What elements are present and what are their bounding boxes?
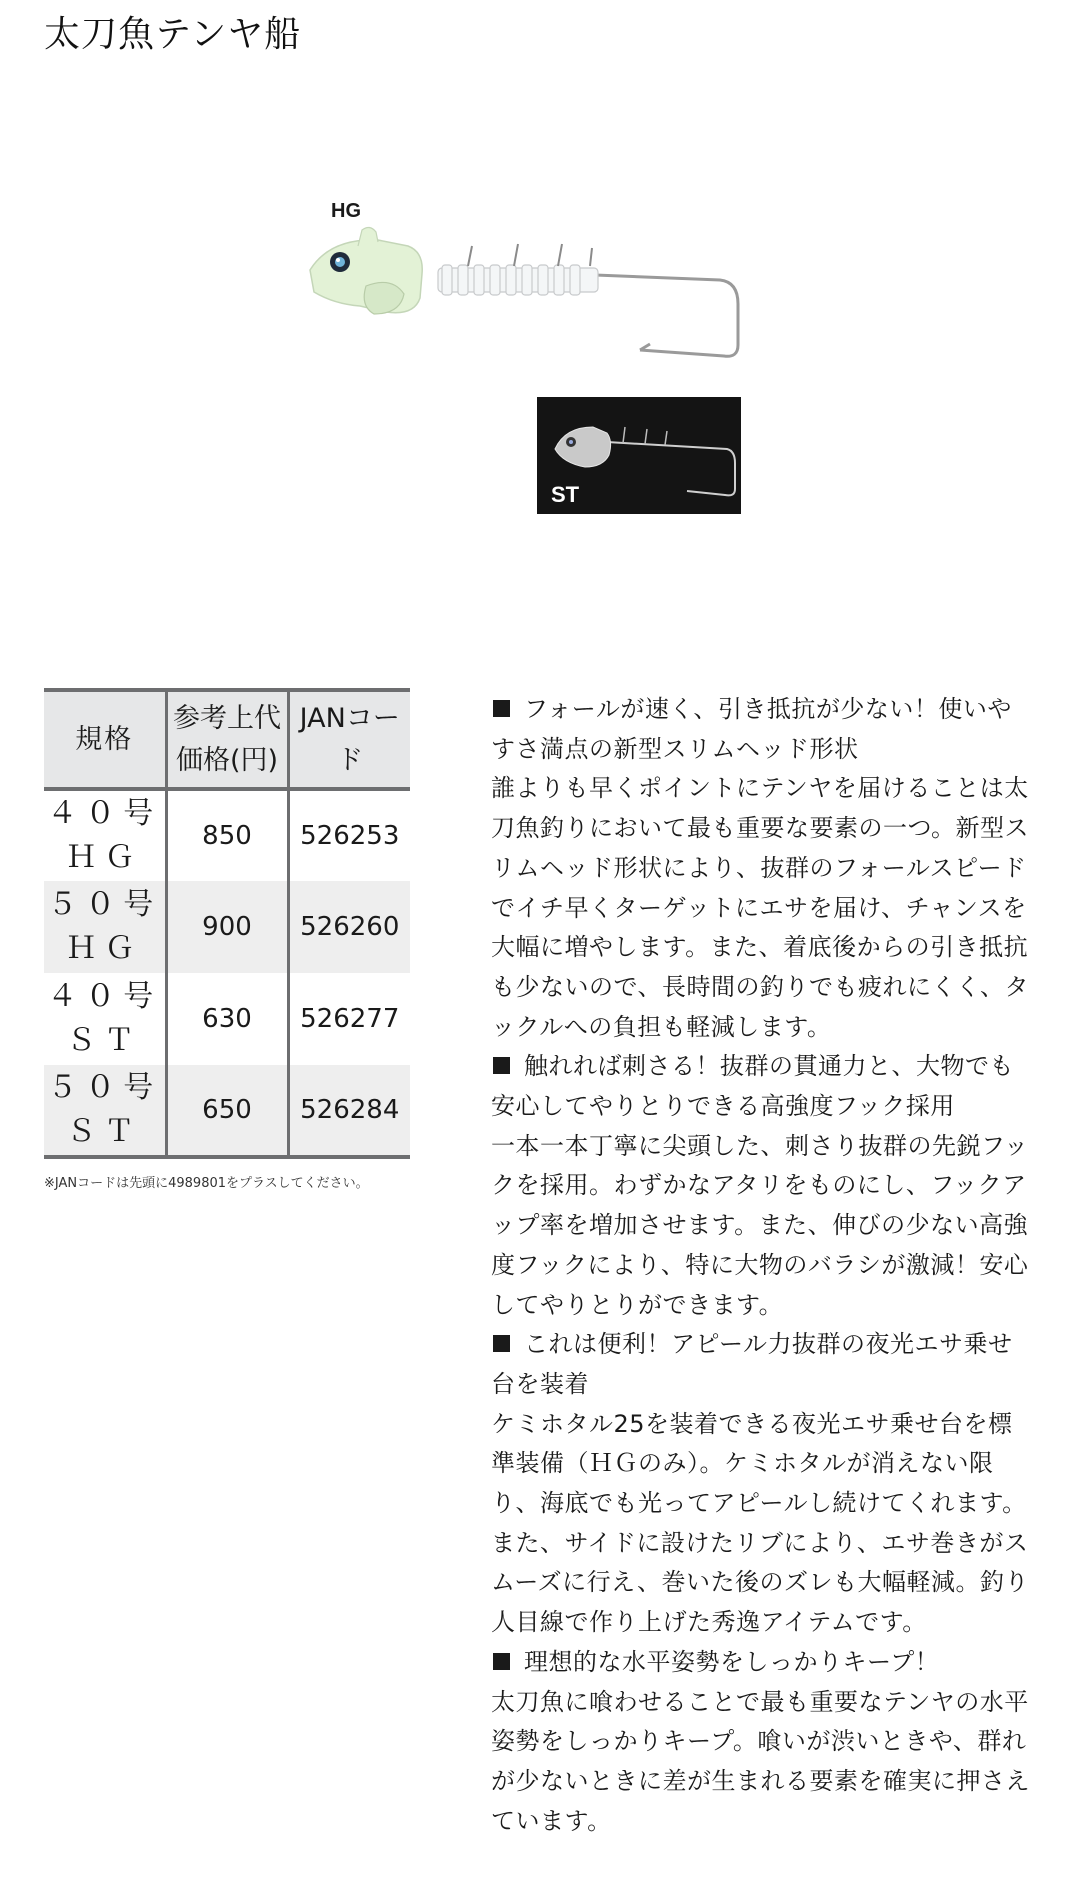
feature-body: 一本一本丁寧に尖頭した、刺さり抜群の先鋭フックを採用。わずかなアタリをものにし、フックアップ率を増加させます。また、伸びの少ない高強度フックにより、特に大物のバラシが激減！安心してやりとりができます。	[491, 1131, 1029, 1319]
header-price-text: 参考上代 価格(円)	[173, 702, 281, 776]
feature-block	[491, 1047, 1036, 1325]
feature-heading-text: 理想的な水平姿勢をしっかりキープ！	[524, 1647, 940, 1676]
header-spec: 規格	[44, 690, 166, 789]
feature-body: 誰よりも早くポイントにテンヤを届けることは太刀魚釣りにおいて最も重要な要素の一つ。新型スリムヘッド形状により、抜群のフォールスピードでイチ早くターゲットにエサを届け、チャンスを大幅に増やします。また、着底後からの引き抵抗も少ないので、長時間の釣りでも疲れにくく、タックルへの負担も軽減します。	[491, 774, 1030, 1041]
cell-spec: ５０号 ＳＴ	[44, 1065, 166, 1157]
feature-heading-text: これは便利！アピール力抜群の夜光エサ乗せ台を装着	[491, 1330, 1013, 1398]
feature-heading	[491, 690, 1036, 769]
st-label: ST	[551, 482, 580, 507]
cell-price: 900	[166, 881, 288, 973]
page-title: 太刀魚テンヤ船	[44, 14, 302, 55]
cell-price: 650	[166, 1065, 288, 1157]
cell-price: 630	[166, 973, 288, 1065]
table-row	[44, 881, 410, 973]
feature-heading-text: フォールが速く、引き抵抗が少ない！使いやすさ満点の新型スリムヘッド形状	[491, 695, 1012, 763]
square-bullet-icon	[493, 1057, 510, 1074]
table-row	[44, 1065, 410, 1157]
square-bullet-icon	[493, 1335, 510, 1352]
hg-label: HG	[331, 200, 361, 222]
feature-body: 太刀魚に喰わせることで最も重要なテンヤの水平姿勢をしっかりキープ。喰いが渋いときや、群れが少ないときに差が生まれる要素を確実に押さえています。	[491, 1687, 1030, 1835]
feature-heading-text: 触れれば刺さる！抜群の貫通力と、大物でも安心してやりとりできる高強度フック採用	[491, 1052, 1014, 1121]
table-footnote: ※JANコードは先頭に4989801をプラスしてください。	[44, 1176, 369, 1191]
square-bullet-icon	[493, 700, 510, 717]
table-row	[44, 789, 410, 881]
feature-heading	[491, 1047, 1036, 1126]
cell-jan: 526260	[300, 912, 400, 942]
feature-heading	[491, 1643, 1036, 1683]
hg-tenya-image	[300, 220, 740, 370]
cell-spec: ４０号 ＨＧ	[44, 789, 166, 881]
cell-price: 850	[166, 789, 288, 881]
cell-jan: 526277	[300, 1004, 400, 1034]
header-jan-text: JANコー ド	[299, 702, 400, 776]
header-jan	[288, 690, 410, 789]
feature-body: ケミホタル25を装着できる夜光エサ乗せ台を標準装備（ＨＧのみ）。ケミホタルが消えない限り、海底でも光ってアピールし続けてくれます。また、サイドに設けたリブにより、エサ巻きがスムーズに行え、巻いた後のズレも大幅軽減。釣り人目線で作り上げた秀逸アイテムです。	[491, 1409, 1030, 1637]
square-bullet-icon	[493, 1653, 510, 1670]
table-row	[44, 973, 410, 1065]
feature-block	[491, 1643, 1036, 1842]
cell-jan: 526253	[300, 821, 400, 851]
st-tenya-photo	[537, 397, 741, 514]
cell-spec: ５０号 ＨＧ	[44, 881, 166, 973]
feature-description	[491, 690, 1036, 1841]
header-price	[166, 690, 288, 789]
feature-heading	[491, 1325, 1036, 1404]
cell-spec: ４０号 ＳＴ	[44, 973, 166, 1065]
feature-block	[491, 690, 1036, 1047]
cell-jan: 526284	[300, 1095, 400, 1125]
table-header-row	[44, 690, 410, 789]
spec-table	[44, 688, 410, 1159]
feature-block	[491, 1325, 1036, 1643]
